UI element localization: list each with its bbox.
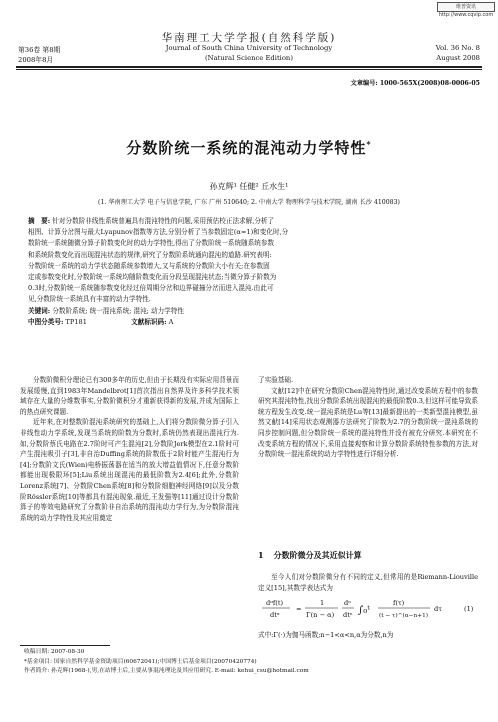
section-heading: 1 分数阶微分及其近似计算 (258, 550, 362, 560)
abstract-line: 摘 要: 针对分数阶非线性系统普遍具有混沌特性的问题,采用预估校正法求解,分析了 (28, 217, 275, 225)
eq-number: (1) (464, 605, 474, 613)
paragraph: 近年来,在对整数阶混沌系统研究的基础上,人们将分数阶微分算子引入非线性动力学系统,发现当系统的阶数为分数时,系统仍然表现出混沌行为.如,分数阶蔡氏电路在2.7阶时可产生混沌[2],分数阶Jerk模型在2.1阶时可产生混沌吸引子[3],非自治Duffing系统的阶数低于2阶时能产生混沌行为[4];分数阶文氏(Wien)电桥振荡器在适当的放大增益值情况下,任意分数阶都能出现极限环[5];Liu系统出现混沌的最低阶数为2.4[6];此外,分数阶Lorenz系统[7]、分数阶Chen系统[8]和分数阶细胞神经网络[9]以及分数阶Rössler系统[10]等都具有混沌现象.最近,王发强等[11]通过设计分数阶算子的等效电路研究了分数阶非自治系统的混沌动力学行为,为分数阶混沌系统的动力学特性及其应用奠定 (20, 418, 239, 522)
author-bio: 作者简介: 孙克辉(1968-),男,在站博士后,主要从事混沌理论及其应用研究. E-mail: kehui_csu@hotmail.com (24, 668, 309, 675)
abstract-line: 和系统阶数变化而出现混沌状态的规律,研究了分数阶系统通向混沌的道路.研究表明: (28, 250, 272, 259)
article-number: 文章编号: 1000-565X(2008)08-0006-05 (350, 80, 480, 87)
paper-title: 分数阶统一系统的混沌动力学特性* (126, 139, 372, 157)
eq-dn-numerator: dⁿ (344, 599, 352, 607)
footnotes (24, 648, 464, 677)
eq-frac2-denominator: (t − τ)^(α−n+1) (379, 613, 429, 619)
eq-lhs-numerator: dᵅf(t) (266, 599, 284, 607)
section-paragraph (258, 572, 478, 593)
header-rule-top (16, 66, 482, 68)
fund-note: *基金项目: 国家自然科学基金资助项目(60672041);中国博士后基金项目(20070420774) (24, 658, 257, 665)
abstract-line: 定或参数变化时,分数阶统一系统均随阶数变化而分段呈现混沌状态;当微分算子阶数为 (28, 273, 277, 282)
keywords-line: 关键词: 分数阶系统; 统一混沌系统; 混沌; 动力学特性 (28, 306, 184, 315)
eq-frac1-denominator: Γ(n − α) (306, 611, 335, 619)
abstract-line: 数阶统一系统随微分算子阶数变化时的动力学特性,得出了分数阶统一系统随系统参数 (28, 239, 275, 248)
eq-equals: = (296, 605, 302, 613)
body-right-column (258, 375, 478, 460)
date-cn: 2008年8月 (18, 56, 54, 64)
abstract-line: 0.3时,分数阶统一系统随参数变化经过倍周期分岔和边界碰撞分岔而进入混沌.由此可 (28, 284, 274, 293)
received-date: 收稿日期: 2007-08-30 (24, 649, 85, 655)
abstract-line: 见,分数阶统一系统具有丰富的动力学特性. (28, 295, 151, 304)
journal-name-cn: 华南理工大学学报(自然科学版) (161, 32, 337, 44)
author-list: 孙克辉¹ 任健² 丘水生¹ (209, 182, 289, 191)
abstract-block (28, 216, 472, 328)
paragraph: 分数阶微积分理论已有300多年的历史,但由于长期没有实际应用背景而发展缓慢,直到1983年Mandelbrot[1]首次指出自然界及许多科学技术领域存在大量的分维数事实,分数阶微积分才重新获得新的发展,并成为国际上的热点研究课题. (20, 376, 239, 416)
abstract-line: 相图、计算分岔图与最大Lyapunov指数等方法,分别分析了当参数固定(α=1)和变化时,分 (28, 228, 289, 237)
eq-frac2-numerator: f(τ) (393, 599, 405, 607)
journal-edition-en: (Natural Science Edition) (205, 54, 293, 62)
classification-line: 中图分类号: TP181 文献标识码: A (28, 317, 174, 326)
abstract-line: 分数阶统一系统的动力学状态随系统参数增大,又与系统的分数阶大小有关;在参数固 (28, 261, 270, 270)
watermark-stamp: 维普资讯 http://www.cqvip.com (438, 4, 494, 18)
paragraph: 了实验基础. (258, 376, 294, 384)
eq-frac1-numerator: 1 (320, 599, 325, 607)
eq-integral: ∫₀ᵗ (358, 605, 370, 616)
body-left-column (20, 375, 239, 523)
paragraph: 文献[12]中在研究分数阶Chen混沌特性时,通过改变系统方程中的参数研究其混沌特性,找出分数阶系统出现混沌的最低阶数0.3,但这样可能导致系统方程发生改变.统一混沌系统是Lu等[13]最新提出的一类新型混沌模型,虽然文献[14]采用状态观测器方法研究了阶数为2.7的分数阶统一混沌系统的同步控制问题,但分数阶统一系统的混沌特性并没有被充分研究.本研究在不改变系统方程的情况下,采用直接观察和计算分数阶系统特性参数的方法,对分数阶统一混沌系统的动力学特性进行详细分析. (258, 386, 478, 459)
footnote-rule (20, 645, 110, 646)
title-footnote-mark: * (366, 139, 372, 149)
equation-1 (258, 596, 480, 626)
eq-lhs-denominator: dtᵅ (270, 611, 280, 619)
volume-issue-cn: 第36卷 第8期 (18, 46, 61, 54)
volume-issue-en: Vol. 36 No. 8 (435, 44, 480, 52)
equation-note: 式中:Γ(·)为伽马函数;n−1<α<n,α为分数,n为 (258, 631, 394, 639)
eq-dn-denominator: dtⁿ (343, 611, 353, 619)
journal-name-en: Journal of South China University of Technology (165, 44, 333, 52)
header-rule-bottom (16, 69, 482, 70)
eq-dtau: dτ (434, 605, 442, 613)
date-en: August 2008 (436, 54, 480, 62)
paragraph: 至今人们对分数阶微分有不同的定义,但常用的是Riemann-Liouville定义[15],其数学表达式为 (258, 573, 478, 592)
affiliation: (1. 华南理工大学 电子与信息学院, 广东 广州 510640; 2. 中南大学 物理科学与技术学院, 湖南 长沙 410083) (98, 199, 400, 206)
